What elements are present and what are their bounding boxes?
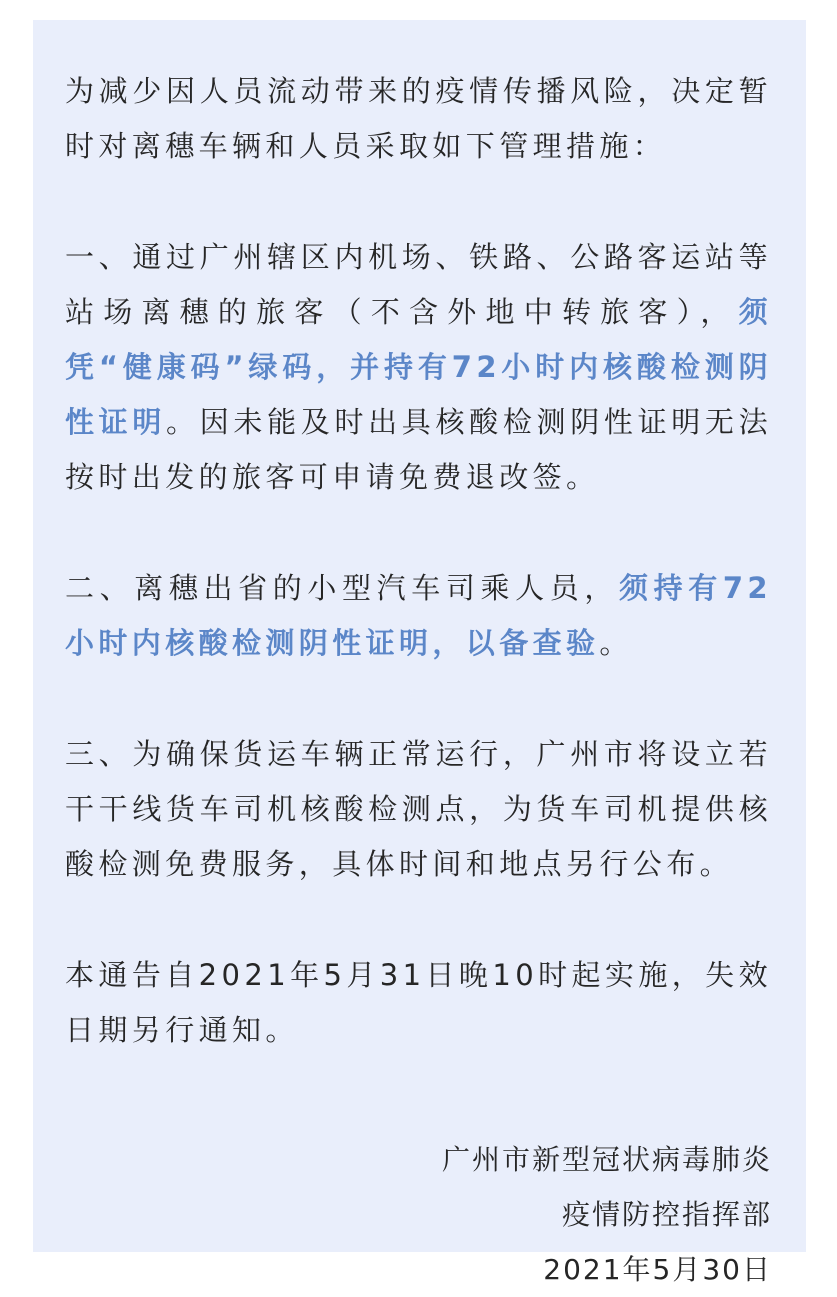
measure-2-tail: 。 <box>599 626 633 660</box>
measure-1-text: 一、通过广州辖区内机场、铁路、公路客运站等站场离穗的旅客（不含外地中转旅客）， <box>65 240 772 329</box>
measure-1-highlight: 须凭“健康码”绿码，并持有72小时内核酸检测阴性证明 <box>65 295 772 439</box>
measure-2-text: 二、离穗出省的小型汽车司乘人员， <box>65 571 619 605</box>
issuer-line-2: 疫情防控指挥部 <box>561 1198 772 1231</box>
measure-2-paragraph <box>65 561 772 671</box>
paragraph-gap <box>65 892 772 948</box>
signature-block <box>65 1132 772 1297</box>
paragraph-gap <box>65 671 772 727</box>
measure-1-tail: 。因未能及时出具核酸检测阴性证明无法按时出发的旅客可申请免费退改签。 <box>65 405 773 494</box>
measure-3-paragraph: 三、为确保货运车辆正常运行，广州市将设立若干干线货车司机核酸检测点，为货车司机提供核酸检测免费服务，具体时间和地点另行公布。 <box>65 737 772 881</box>
intro-paragraph: 为减少因人员流动带来的疫情传播风险，决定暂时对离穗车辆和人员采取如下管理措施： <box>65 74 772 163</box>
issuer-line-1: 广州市新型冠状病毒肺炎 <box>441 1143 772 1176</box>
issue-date: 2021年5月30日 <box>543 1253 772 1286</box>
effective-date-paragraph: 本通告自2021年5月31日晚10时起实施，失效日期另行通知。 <box>65 958 772 1047</box>
measure-2-highlight: 须持有72小时内核酸检测阴性证明，以备查验 <box>65 571 772 660</box>
measure-1-paragraph <box>65 230 772 505</box>
notice-panel <box>33 20 806 1286</box>
paragraph-gap <box>65 174 772 230</box>
paragraph-gap <box>65 505 772 561</box>
